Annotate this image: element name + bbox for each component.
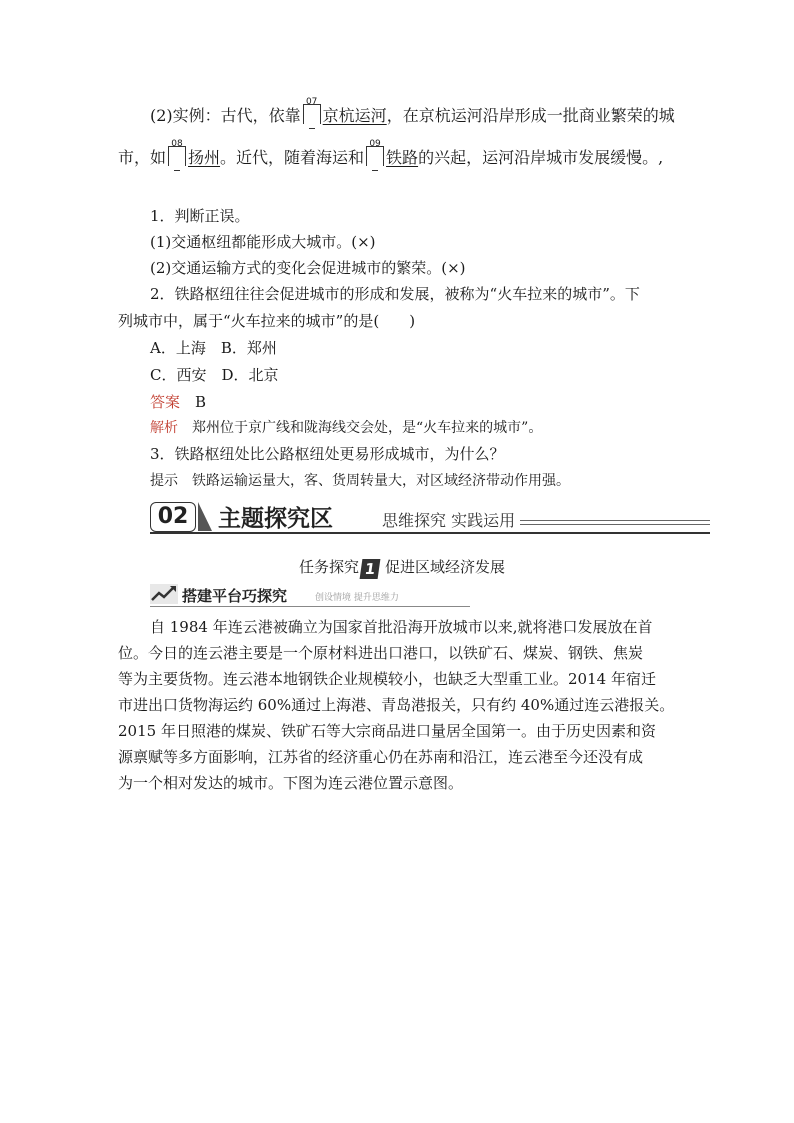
passage-line: 源禀赋等多方面影响，江苏省的经济重心仍在苏南和沿江，连云港至今还没有成 xyxy=(118,748,644,766)
q3-hint xyxy=(150,470,570,490)
platform-heading xyxy=(150,582,470,608)
q3-line: 3．铁路枢纽处比公路枢纽处更易形成城市，为什么？ xyxy=(150,445,505,463)
answer-railway: 铁路 xyxy=(386,148,419,167)
q1-item-2: (2)交通运输方式的变化会促进城市的繁荣。(×) xyxy=(150,259,466,277)
analysis-text: 郑州位于京广线和陇海线交会处，是“火车拉来的城市”。 xyxy=(192,420,543,436)
blank-09 xyxy=(366,139,384,166)
blank-08 xyxy=(168,139,186,166)
trend-chart-icon xyxy=(150,584,178,604)
passage-line: 自 1984 年连云港被确立为国家首批沿海开放城市以来,就将港口发展放在首 xyxy=(150,618,653,636)
intro-text: 市，如 xyxy=(118,148,167,167)
analysis-label: 解析 xyxy=(150,420,178,436)
platform-rule xyxy=(150,606,470,607)
blank-07 xyxy=(303,97,321,124)
banner-rule xyxy=(520,520,710,521)
intro-text: ，在京杭运河沿岸形成一批商业繁荣的城 xyxy=(386,106,675,125)
answer-yangzhou: 扬州 xyxy=(188,148,221,167)
intro-text: (2)实例：古代，依靠 xyxy=(150,106,301,125)
platform-label: 搭建平台巧探究 xyxy=(182,587,288,605)
passage-line: 为一个相对发达的城市。下图为连云港位置示意图。 xyxy=(118,774,464,792)
hint-text: 铁路运输运量大，客、货周转量大，对区域经济带动作用强。 xyxy=(192,473,570,489)
hint-label: 提示 xyxy=(150,473,178,489)
intro-line-1 xyxy=(150,97,675,126)
passage xyxy=(118,614,678,796)
task-prefix: 任务探究 xyxy=(299,558,360,576)
section-subtitle: 思维探究 实践运用 xyxy=(382,511,516,530)
section-banner xyxy=(150,500,710,534)
passage-line: 等为主要货物。连云港本地钢铁企业规模较小，也缺乏大型重工业。2014 年宿迁 xyxy=(118,670,656,688)
answer-label: 答案 xyxy=(150,393,181,411)
q1-title: 1．判断正误。 xyxy=(150,207,250,225)
q1-item-1: (1)交通枢纽都能形成大城市。(×) xyxy=(150,233,376,251)
blank-number: 09 xyxy=(369,139,381,149)
passage-line: 位。今日的连云港主要是一个原材料进出口港口，以铁矿石、煤炭、钢铁、焦炭 xyxy=(118,644,644,662)
q2-analysis xyxy=(150,417,542,437)
q2-answer xyxy=(150,391,206,412)
intro-text: 。近代，随着海运和 xyxy=(220,148,365,167)
platform-sublabel: 创设情境 提升思维力 xyxy=(315,593,399,603)
banner-rule xyxy=(150,532,710,534)
banner-slant-decoration xyxy=(198,502,212,531)
task-heading xyxy=(299,556,505,579)
passage-line: 市进出口货物海运约 60%通过上海港、青岛港报关，只有约 40%通过连云港报关。 xyxy=(118,696,675,714)
task-number-badge: 1 xyxy=(360,559,381,579)
q2-line-2: 列城市中，属于“火车拉来的城市”的是( ) xyxy=(118,312,416,330)
answer-value: B xyxy=(195,393,207,411)
q2-line-1: 2．铁路枢纽往往会促进城市的形成和发展，被称为“火车拉来的城市”。下 xyxy=(150,285,640,303)
intro-text: 的兴起，运河沿岸城市发展缓慢。, xyxy=(418,148,664,167)
blank-number: 08 xyxy=(171,139,183,149)
banner-rule xyxy=(520,524,710,525)
intro-line-2 xyxy=(118,139,664,168)
section-title: 主题探究区 xyxy=(218,506,333,532)
section-number-badge: 02 xyxy=(150,502,196,532)
q2-options-ab: A．上海 B．郑州 xyxy=(150,339,277,357)
task-title: 促进区域经济发展 xyxy=(385,558,506,576)
q2-options-cd: C．西安 D．北京 xyxy=(150,366,279,384)
blank-number: 07 xyxy=(305,97,318,107)
answer-canal: 京杭运河 xyxy=(322,106,387,125)
passage-line: 2015 年日照港的煤炭、铁矿石等大宗商品进口量居全国第一。由于历史因素和资 xyxy=(118,722,656,740)
